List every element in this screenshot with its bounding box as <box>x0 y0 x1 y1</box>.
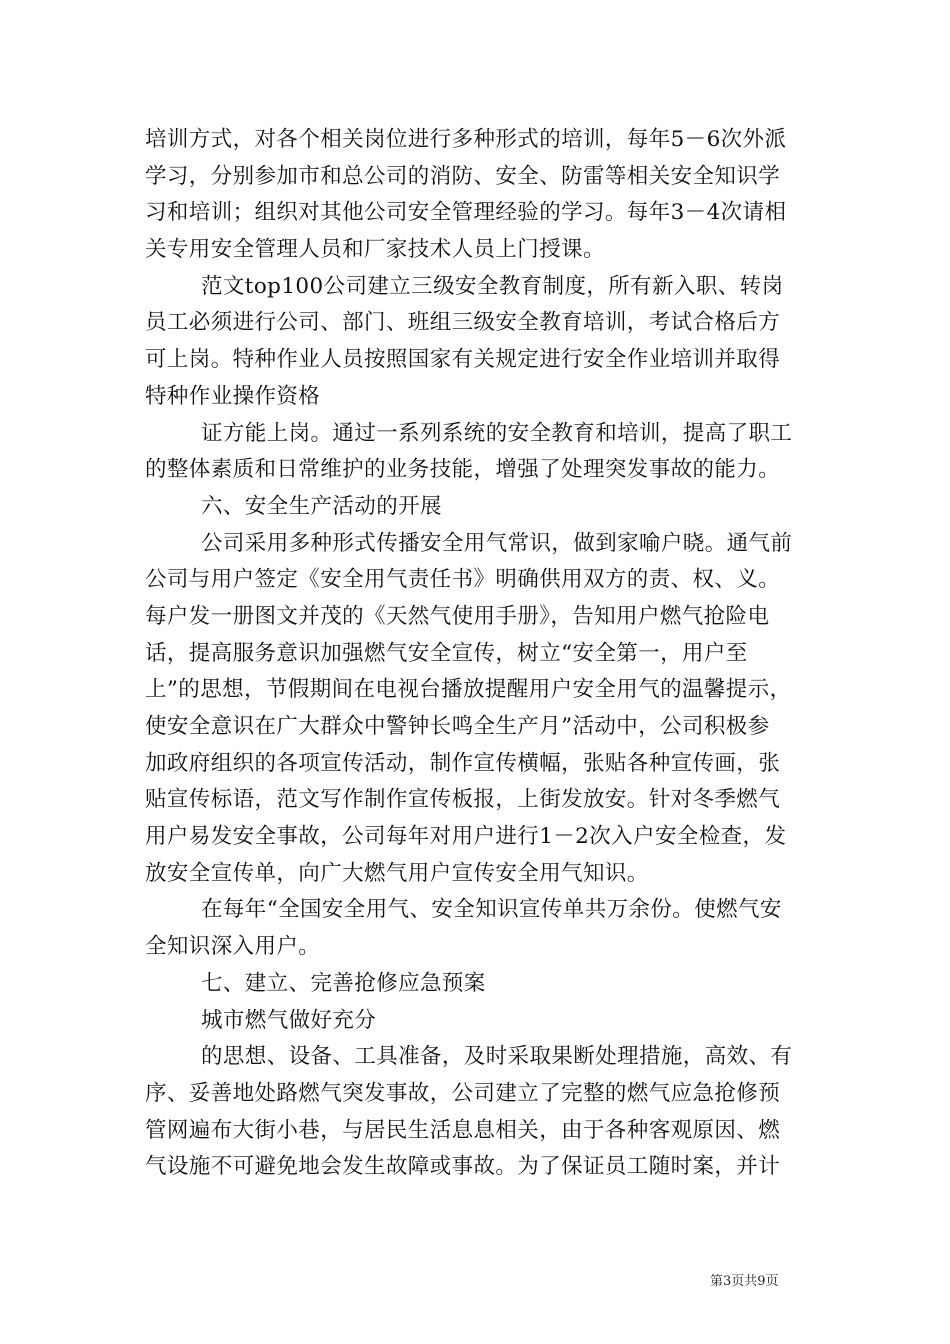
text-line: 全知识深入用户。 <box>145 934 321 960</box>
text-line: 六、安全生产活动的开展 <box>201 493 442 519</box>
text-line: 培训方式，对各个相关岗位进行多种形式的培训，每年5－6次外派 <box>145 127 787 152</box>
text-line: 在每年“全国安全用气、安全知识宣传单共万余份。使燃气安 <box>201 897 782 923</box>
text-line: 可上岗。特种作业人员按照国家有关规定进行安全作业培训并取得 <box>145 347 781 373</box>
text-line: 的整体素质和日常维护的业务技能，增强了处理突发事故的能力。 <box>145 457 781 483</box>
text-line: 关专用安全管理人员和厂家技术人员上门授课。 <box>145 237 605 263</box>
text-line: 放安全宣传单，向广大燃气用户宣传安全用气知识。 <box>145 860 649 886</box>
text-line: 公司采用多种形式传播安全用气常识，做到家喻户晓。通气前 <box>201 530 793 556</box>
text-line: 员工必须进行公司、部门、班组三级安全教育培训，考试合格后方 <box>145 310 781 336</box>
text-line: 学习，分别参加市和总公司的消防、安全、防雷等相关安全知识学 <box>145 163 781 189</box>
text-line: 特种作业操作资格 <box>145 383 321 409</box>
text-line: 习和培训；组织对其他公司安全管理经验的学习。每年3－4次请相 <box>145 200 787 226</box>
text-line: 城市燃气做好充分 <box>201 1007 377 1033</box>
text-line: 序、妥善地处路燃气突发事故，公司建立了完整的燃气应急抢修预 <box>145 1080 781 1106</box>
text-line: 范文top100公司建立三级安全教育制度，所有新入职、转岗 <box>201 273 784 299</box>
text-line: 话，提高服务意识加强燃气安全宣传，树立“安全第一，用户至 <box>145 640 748 666</box>
text-line: 的思想、设备、工具准备，及时采取果断处理措施，高效、有 <box>201 1044 793 1070</box>
document-body <box>145 122 807 1186</box>
page-number: 第3页共9页 <box>710 1274 779 1289</box>
text-line: 上”的思想，节假期间在电视台播放提醒用户安全用气的温馨提示， <box>145 677 792 703</box>
text-line: 管网遍布大街小巷，与居民生活息息相关，由于各种客观原因、燃 <box>145 1117 781 1143</box>
text-line: 证方能上岗。通过一系列系统的安全教育和培训，提高了职工 <box>201 420 793 446</box>
text-line: 使安全意识在广大群众中警钟长鸣全生产月”活动中，公司积极参 <box>145 714 770 739</box>
text-line: 七、建立、完善抢修应急预案 <box>201 970 486 996</box>
text-line: 公司与用户签定《安全用气责任书》明确供用双方的责、权、义。 <box>145 567 781 593</box>
text-line: 加政府组织的各项宣传活动，制作宣传横幅，张贴各种宣传画，张 <box>145 750 781 776</box>
text-line: 用户易发安全事故，公司每年对用户进行1－2次入户安全检查，发 <box>145 824 787 850</box>
text-line: 气设施不可避免地会发生故障或事故。为了保证员工随时案，并计 <box>145 1154 781 1180</box>
text-line: 贴宣传标语，范文写作制作宣传板报，上街发放安。针对冬季燃气 <box>145 787 781 813</box>
text-line: 每户发一册图文并茂的《天然气使用手册》，告知用户燃气抢险电 <box>145 603 770 629</box>
